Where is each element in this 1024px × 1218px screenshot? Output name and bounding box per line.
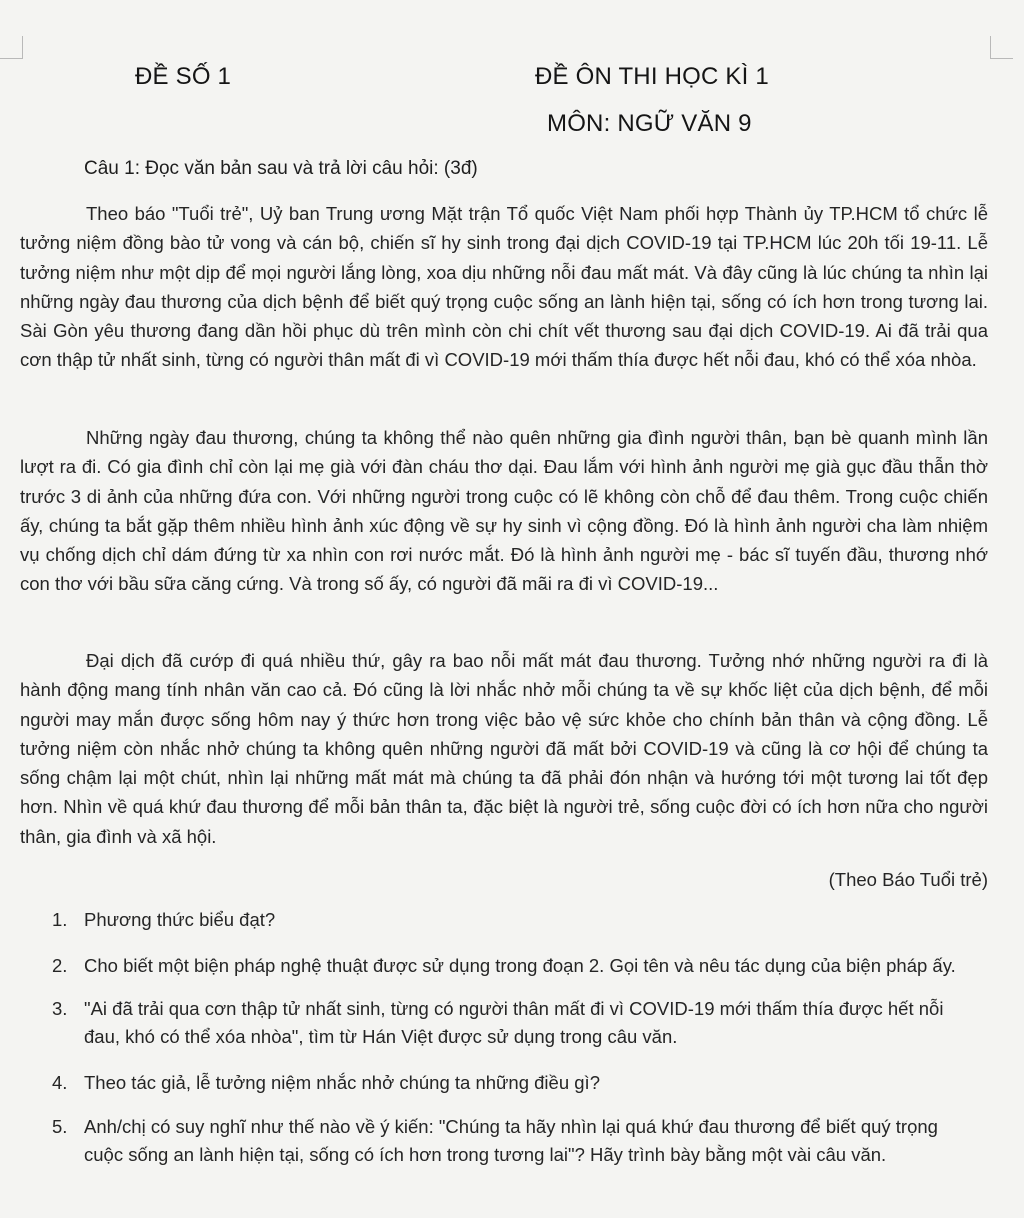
question-text: Cho biết một biện pháp nghệ thuật được sử dụng trong đoạn 2. Gọi tên và nêu tác dụng của biện pháp ấy. — [84, 955, 956, 976]
question-text: Phương thức biểu đạt? — [84, 909, 276, 930]
question-number: 4. — [52, 1072, 68, 1093]
passage-paragraph-1: Theo báo "Tuổi trẻ", Uỷ ban Trung ương Mặt trận Tổ quốc Việt Nam phối hợp Thành ủy TP.HCM tổ chức lễ tưởng niệm đồng bào tử vong và cán bộ, chiến sĩ hy sinh trong đại dịch COVID-19 tại TP.HCM lúc 20h tối 19-11. Lễ tưởng niệm như một dịp để mọi người lắng lòng, xoa dịu những nỗi đau mất mát. Và đây cũng là lúc chúng ta nhìn lại những ngày đau thương của dịch bệnh để biết quý trọng cuộc sống an lành hiện tại, sống có ích hơn trong tương lai. Sài Gòn yêu thương đang dần hồi phục dù trên mình còn chi chít vết thương sau đại dịch COVID-19. Ai đã trải qua cơn thập tử nhất sinh, từng có người thân mất đi vì COVID-19 mới thấm thía được hết nỗi đau, khó có thể xóa nhòa. — [20, 203, 988, 371]
question-text: Anh/chị có suy nghĩ như thế nào về ý kiến: "Chúng ta hãy nhìn lại quá khứ đau thương để biết quý trọng cuộc sống an lành hiện tại, sống có ích hơn trong tương lai"? Hãy trình bày bằng một vài câu văn. — [84, 1116, 938, 1165]
exam-number: ĐỀ SỐ 1 — [135, 63, 232, 90]
question-number: 2. — [52, 955, 68, 976]
exam-title: ĐỀ ÔN THI HỌC KÌ 1 — [535, 63, 769, 90]
question-text: Theo tác giả, lễ tưởng niệm nhắc nhở chúng ta những điều gì? — [84, 1072, 600, 1093]
page-corner-mark-right — [990, 36, 1013, 59]
question-item — [52, 906, 972, 934]
passage-paragraph-3: Đại dịch đã cướp đi quá nhiều thứ, gây ra bao nỗi mất mát đau thương. Tưởng nhớ những người ra đi là hành động mang tính nhân văn cao cả. Đó cũng là lời nhắc nhở mỗi chúng ta về sự khốc liệt của dịch bệnh, để mỗi người may mắn được sống hôm nay ý thức hơn trong việc bảo vệ sức khỏe cho chính bản thân và cộng đồng. Lễ tưởng niệm còn nhắc nhở chúng ta không quên những người đã mất bởi COVID-19 và cũng là cơ hội để chúng ta sống chậm lại một chút, nhìn lại những mất mát mà chúng ta đã phải đón nhận và hướng tới một tương lai tốt đẹp hơn. Nhìn về quá khứ đau thương để mỗi bản thân ta, đặc biệt là người trẻ, sống cuộc đời có ích hơn nữa cho người thân, gia đình và xã hội. — [20, 650, 988, 847]
question-item — [52, 995, 972, 1051]
passage-paragraph-2: Những ngày đau thương, chúng ta không thể nào quên những gia đình người thân, bạn bè quanh mình lần lượt ra đi. Có gia đình chỉ còn lại mẹ già với đàn cháu thơ dại. Đau lắm với hình ảnh người mẹ già gục đầu thẫn thờ trước 3 di ảnh của những đứa con. Với những người trong cuộc có lẽ không còn chỗ để đau thêm. Trong cuộc chiến ấy, chúng ta bắt gặp thêm nhiều hình ảnh xúc động về sự hy sinh vì cộng đồng. Đó là hình ảnh người cha làm nhiệm vụ chống dịch chỉ dám đứng từ xa nhìn con rơi nước mắt. Đó là hình ảnh người mẹ - bác sĩ tuyến đầu, thương nhớ con thơ với bầu sữa căng cứng. Và trong số ấy, có người đã mãi ra đi vì COVID-19... — [20, 427, 988, 595]
question-item — [52, 952, 972, 980]
passage-source: (Theo Báo Tuổi trẻ) — [828, 869, 988, 890]
question-1-heading: Câu 1: Đọc văn bản sau và trả lời câu hỏi: (3đ) — [84, 158, 478, 179]
question-item — [52, 1069, 972, 1097]
question-number: 3. — [52, 998, 68, 1019]
question-list — [52, 906, 972, 1169]
exam-subject: MÔN: NGỮ VĂN 9 — [547, 110, 752, 137]
question-text: "Ai đã trải qua cơn thập tử nhất sinh, từng có người thân mất đi vì COVID-19 mới thấm thía được hết nỗi đau, khó có thể xóa nhòa", tìm từ Hán Việt được sử dụng trong câu văn. — [84, 998, 944, 1047]
question-item — [52, 1113, 972, 1169]
question-number: 5. — [52, 1116, 68, 1137]
page-corner-mark-left — [0, 36, 23, 59]
question-number: 1. — [52, 909, 68, 930]
